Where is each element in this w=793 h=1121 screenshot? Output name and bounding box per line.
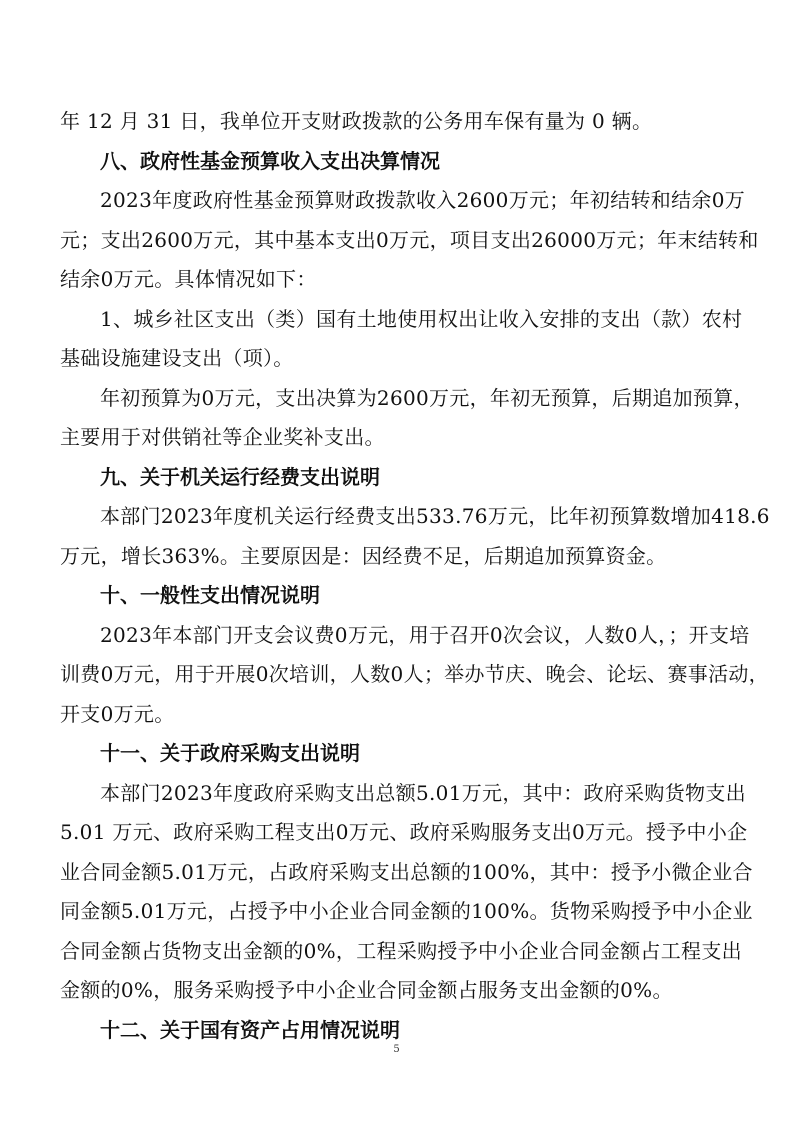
- paragraph-line: 开支0万元。: [60, 701, 175, 726]
- paragraph-line: 主要用于对供销社等企业奖补支出。: [60, 425, 385, 449]
- paragraph-line: 训费0万元，用于开展0次培训，人数0人；举办节庆、晚会、论坛、赛事活动，: [60, 662, 769, 686]
- page-number: 5: [393, 1044, 400, 1055]
- document-page: [60, 102, 770, 1050]
- paragraph-line: 业合同金额5.01万元，占政府采购支出总额的100%，其中：授予小微企业合: [60, 859, 753, 884]
- paragraph-line: 同金额5.01万元，占授予中小企业合同金额的100%。货物采购授予中小企业: [60, 899, 753, 923]
- paragraph-line: 年初预算为0万元，支出决算为2600万元，年初无预算，后期追加预算，: [100, 385, 754, 410]
- paragraph-line: 结余0万元。具体情况如下：: [60, 267, 317, 291]
- section-heading: 十一、关于政府采购支出说明: [100, 741, 360, 765]
- section-heading: 十二、关于国有资产占用情况说明: [100, 1017, 400, 1042]
- paragraph-line: 合同金额占货物支出金额的0%，工程采购授予中小企业合同金额占工程支出: [60, 938, 742, 963]
- paragraph-line: 2023年度政府性基金预算财政拨款收入2600万元；年初结转和结余0万: [100, 188, 746, 212]
- paragraph-line: 本部门2023年度机关运行经费支出533.76万元，比年初预算数增加418.6: [100, 504, 770, 528]
- paragraph-line: 5.01 万元、政府采购工程支出0万元、政府采购服务支出0万元。授予中小企: [60, 820, 748, 844]
- paragraph-line: 年 12 月 31 日，我单位开支财政拨款的公务用车保有量为 0 辆。: [60, 109, 653, 133]
- section-heading: 十、一般性支出情况说明: [100, 583, 320, 607]
- section-heading: 八、政府性基金预算收入支出决算情况: [100, 148, 440, 173]
- paragraph-line: 万元，增长363%。主要原因是：因经费不足，后期追加预算资金。: [60, 543, 667, 568]
- paragraph-line: 本部门2023年度政府采购支出总额5.01万元，其中：政府采购货物支出: [100, 780, 746, 805]
- paragraph-line: 金额的0%，服务采购授予中小企业合同金额占服务支出金额的0%。: [60, 978, 673, 1002]
- section-heading: 九、关于机关运行经费支出说明: [100, 464, 380, 489]
- paragraph-line: 2023年本部门开支会议费0万元，用于召开0次会议，人数0人，；开支培: [100, 622, 750, 647]
- paragraph-line: 元；支出2600万元，其中基本支出0万元，项目支出26000万元；年末结转和: [60, 227, 759, 252]
- paragraph-line: 1、城乡社区支出（类）国有土地使用权出让收入安排的支出（款）农村: [100, 306, 743, 331]
- paragraph-line: 基础设施建设支出（项）。: [60, 346, 294, 370]
